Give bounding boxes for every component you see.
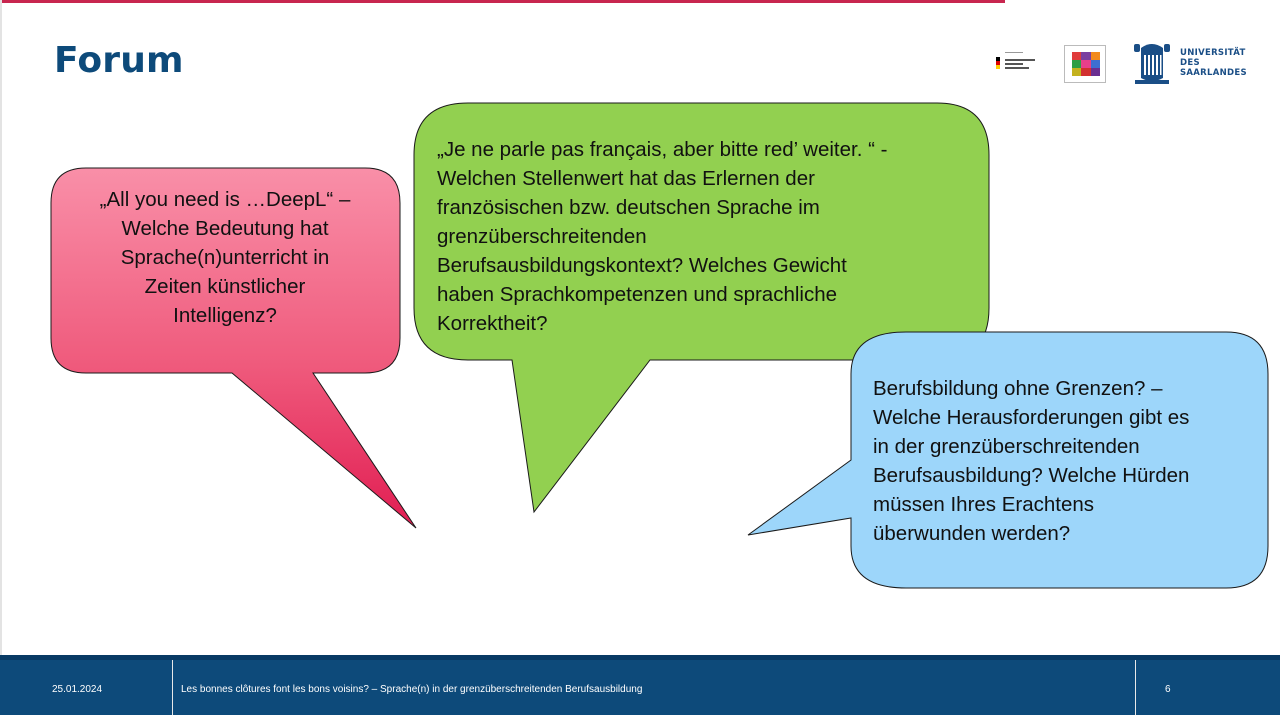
footer-subtitle: Les bonnes clôtures font les bons voisins? – Sprache(n) in der grenzüberschreitenden Berufsausbildung	[181, 684, 643, 695]
red-bubble-text: „All you need is …DeepL“ – Welche Bedeutung hat Sprache(n)unterricht in Zeiten künstlicher Intelligenz?	[99, 188, 351, 327]
page-title: Forum	[54, 40, 184, 81]
slide-footer	[0, 655, 1280, 715]
footer-separator	[1135, 660, 1136, 715]
footer-separator	[172, 660, 173, 715]
blue-bubble-text: Berufsbildung ohne Grenzen? – Welche Herausforderungen gibt es in der grenzüberschreitenden Berufsausbildung? Welche Hürden müssen Ihres Erachtens überwunden werden?	[873, 377, 1190, 545]
university-name: UNIVERSITÄT DES SAARLANDES	[1180, 48, 1247, 78]
page-number: 6	[1165, 684, 1171, 695]
footer-date: 25.01.2024	[52, 684, 103, 695]
footer-top-strip	[0, 655, 1280, 660]
green-bubble-text: „Je ne parle pas français, aber bitte red’ weiter. “ - Welchen Stellenwert hat das Erlernen der französischen bzw. deutschen Sprache im grenzüberschreitenden Berufsausbildungskontext? Welches Gewicht haben Sprachkompetenzen und sprachliche Korrektheit?	[437, 138, 888, 335]
